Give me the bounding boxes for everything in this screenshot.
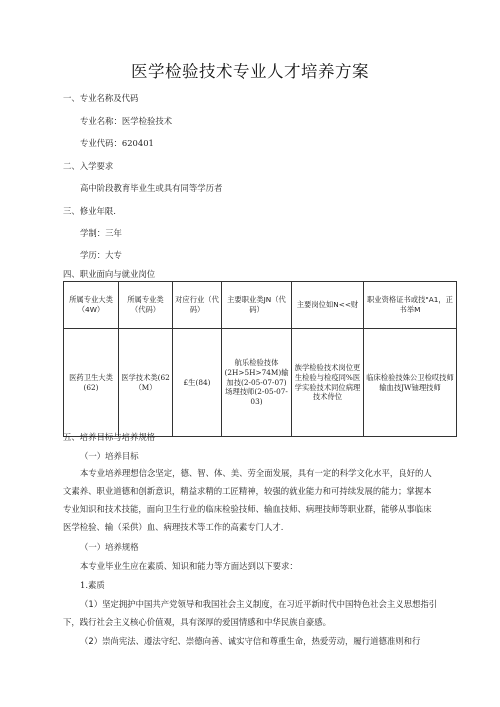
table-header-cell: 职业资格证书或技"A1，正书举M bbox=[364, 282, 457, 329]
section-heading-2: 二、入学要求 bbox=[63, 161, 114, 171]
section-heading-5: 五、培养目标与培养规格 bbox=[63, 432, 156, 442]
occupation-table bbox=[63, 281, 457, 437]
quality-point-1 bbox=[63, 595, 439, 631]
point-number: （1） bbox=[80, 599, 103, 609]
section-heading-3: 三、修业年限. bbox=[63, 206, 116, 216]
major-name: 专业名称：医学检验技术 bbox=[80, 116, 173, 126]
study-duration: 学制：三年 bbox=[80, 228, 122, 238]
table-cell: £生(84) bbox=[173, 329, 222, 437]
subheading-goal: （一）培养目标 bbox=[80, 451, 139, 461]
table-header-cell: 所属专业类（代码） bbox=[119, 282, 173, 329]
table-header-cell: 对应行业（代码） bbox=[173, 282, 222, 329]
spec-intro: 本专业毕业生应在素质、知识和能力等方面达到以下要求： bbox=[80, 561, 298, 571]
table-row bbox=[64, 329, 457, 437]
table-header-cell: 主要岗位如N<<财 bbox=[292, 282, 364, 329]
admission-requirement: 高中阶段教育毕业生或具有同等学历者 bbox=[80, 183, 223, 193]
table-cell: 族学检验技术岗位更生检验与检疫同%医学实验技术同位病理技术侍位 bbox=[292, 329, 364, 437]
table-header-cell: 所属专业大类（4W） bbox=[64, 282, 119, 329]
spec-item-quality: 1.素质 bbox=[80, 580, 105, 590]
table-cell: 临床检验技姝公卫检哎技师输血技JW铀理技师 bbox=[364, 329, 457, 437]
point-text: 坚定拥护中国共产党领导和我国社会主义制度，在习近平新时代中国特色社会主义思想指引下，践行社会主义核心价值观，具有深厚的爱国情感和中华民族自豪感。 bbox=[63, 599, 438, 627]
major-code: 专业代码：620401 bbox=[80, 138, 154, 148]
point-number: （2） bbox=[80, 636, 103, 646]
page-title: 医学检验技术专业人才培养方案 bbox=[131, 62, 369, 81]
table-header-row bbox=[64, 282, 457, 329]
table-header-cell: 主要职业类JN（代码） bbox=[222, 282, 292, 329]
section-heading-1: 一、专业名称及代码 bbox=[63, 93, 139, 103]
table-cell: 医学技术类(62（M） bbox=[119, 329, 173, 437]
section-heading-4: 四、职业面向与就业岗位 bbox=[63, 269, 156, 279]
table-cell: 医药卫生大类(62) bbox=[64, 329, 119, 437]
point-text: 崇尚宪法、遵法守纪、崇德向善、诚实守信和尊重生命，热爱劳动，履行道德准则和行 bbox=[102, 636, 421, 646]
quality-point-2 bbox=[63, 632, 439, 650]
table-cell: 航乐检验技体(2H>5H>74M)输加技(2-05-07-07)场理技师(2-05-07-03) bbox=[222, 329, 292, 437]
training-goal-paragraph: 本专业培养理想信念坚定，德、智、体、美、劳全面发展，具有一定的科学文化水平，良好的人文素养、职业道德和创新意识，精益求精的工匠精神，较强的就业能力和可持续发展的能力；掌握本专业知识和技术技能，面向卫生行业的临床检验技师、输血技师、病理技师等职业群，能够从事临床医学检验、输（采供）血、病理技术等工作的高素专门人才. bbox=[63, 468, 432, 532]
degree-level: 学历：大专 bbox=[80, 250, 122, 260]
subheading-spec: （一）培养规格 bbox=[80, 542, 139, 552]
